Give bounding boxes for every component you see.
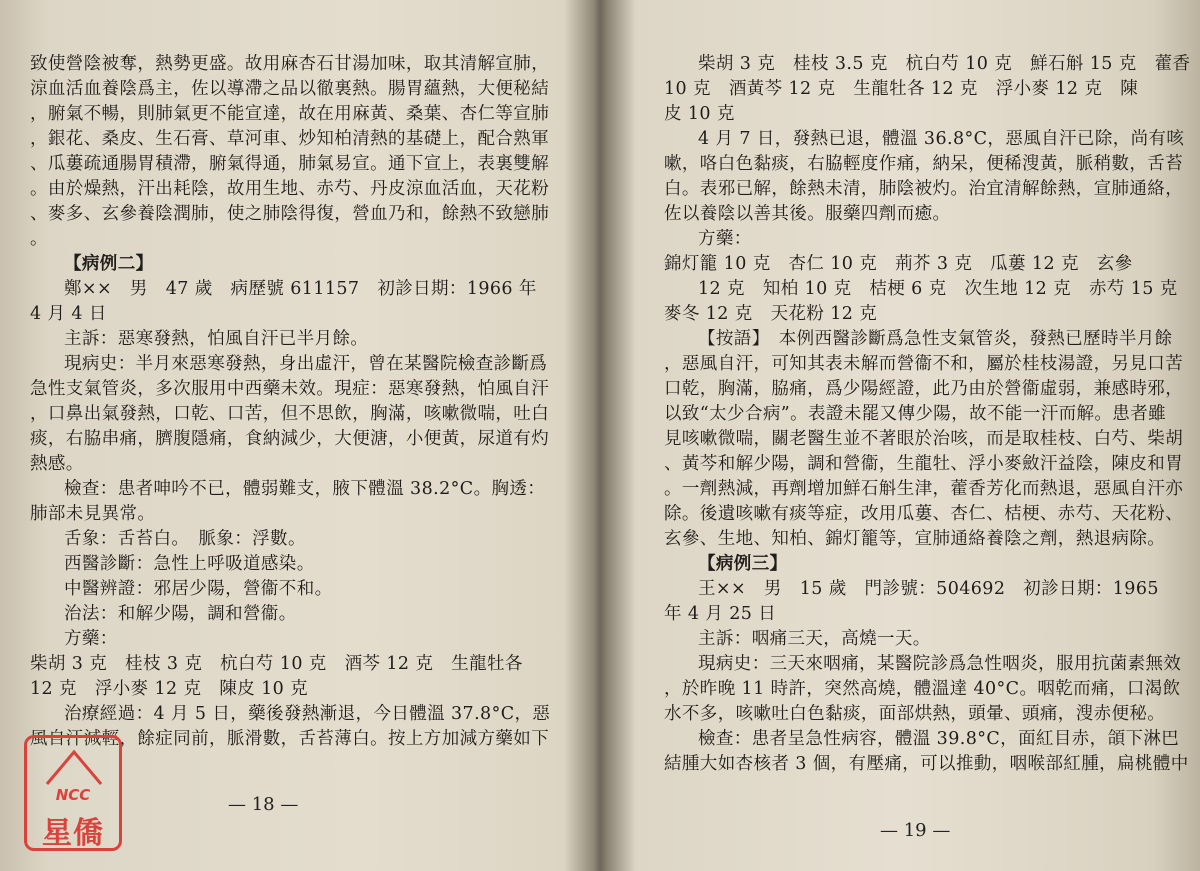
text-line: 鄭×× 男 47 歲 病歷號 611157 初診日期：1966 年 [64,279,537,299]
text-line: 佐以養陰以善其後。服藥四劑而癒。 [664,204,951,224]
page-number-right: — 19 — [880,820,951,841]
text-line: 肺部未見異常。 [30,504,156,524]
text-line: 現病史：三天來咽痛，某醫院診爲急性咽炎，服用抗菌素無效 [698,654,1182,674]
text-line: ，腑氣不暢，則肺氣更不能宣達，故在用麻黃、桑葉、杏仁等宣肺 [30,104,550,124]
text-line: 風自汗減輕，餘症同前，脈滑數，舌苔薄白。按上方加減方藥如下 [30,729,550,749]
text-line: 、麥多、玄參養陰潤肺，使之肺陰得復，營血乃和，餘熱不致戀肺 [30,204,550,224]
text-line: 舌象：舌苔白。 脈象：浮數。 [64,529,306,549]
text-line: 除。後遺咳嗽有痰等症，改用瓜蔞、杏仁、桔梗、赤芍、天花粉、 [664,504,1184,524]
text-line: 涼血活血養陰爲主，佐以導滯之品以徹裏熱。腸胃蘊熱，大便秘結 [30,79,550,99]
commentary-line: 【按語】 本例西醫診斷爲急性支氣管炎，發熱已歷時半月餘 [698,329,1173,349]
text-line: 急性支氣管炎，多次服用中西藥未效。現症：惡寒發熱，怕風自汗 [30,379,550,399]
left-page [30,52,551,752]
text-line: 年 4 月 25 日 [664,604,777,624]
text-line: 檢查：患者呻吟不已，體弱難支，腋下體溫 38.2°C。胸透： [64,479,546,499]
ncc-stamp-logo [24,735,122,851]
right-page [664,52,1191,777]
text-line: 方藥： [698,229,752,249]
text-line: 王×× 男 15 歲 門診號：504692 初診日期：1965 [698,579,1159,599]
text-line: 以致“太少合病”。表證未罷又傳少陽，故不能一汗而解。患者雖 [664,404,1166,424]
text-line: 皮 10 克 [664,104,735,124]
text-line: 見咳嗽微喘，關老醫生並不著眼於治咳，而是取桂枝、白芍、柴胡 [664,429,1184,449]
text-line: 麥冬 12 克 天花粉 12 克 [664,304,878,324]
text-line: 。由於燥熱，汗出耗陰，故用生地、赤芍、丹皮涼血活血，天花粉 [30,179,550,199]
text-line: ，銀花、桑皮、生石膏、草河車、炒知柏清熱的基礎上，配合熟軍 [30,129,550,149]
text-line: 。 [30,229,48,249]
text-line: ，惡風自汗，可知其表未解而營衞不和，屬於桂枝湯證，另見口苦 [664,354,1184,374]
text-line: 柴胡 3 克 桂枝 3 克 杭白芍 10 克 酒芩 12 克 生龍牡各 [30,654,523,674]
triangle-logo-icon [41,748,107,788]
text-line: 現病史：半月來惡寒發熱，身出虛汗，曾在某醫院檢查診斷爲 [64,354,548,374]
text-line: 、瓜蔞疏通腸胃積滯，腑氣得通，肺氣易宣。通下宣上，表裏雙解 [30,154,550,174]
text-line: 白。表邪已解，餘熱未清，肺陰被灼。治宜清解餘熱，宣肺通絡， [664,179,1184,199]
text-line: 方藥： [64,629,118,649]
case-heading: 【病例二】 [64,254,154,274]
text-line: ，口鼻出氣發熱，口乾、口苦，但不思飲，胸滿，咳嗽微喘，吐白 [30,404,550,424]
text-line: 熱感。 [30,454,84,474]
stamp-bottom-text: 星僑 [42,816,104,851]
text-line: 結腫大如杏核者 3 個，有壓痛，可以推動，咽喉部紅腫，扁桃體中 [664,754,1189,774]
text-line: 柴胡 3 克 桂枝 3.5 克 杭白芍 10 克 鮮石斛 15 克 藿香 [698,54,1191,74]
text-line: ，於昨晚 11 時許，突然高燒，體溫達 40°C。咽乾而痛，口渴飲 [664,679,1181,699]
stamp-top-text: NCC [55,786,91,804]
text-line: 口乾，胸滿，脇痛，爲少陽經證，此乃由於營衞虛弱，兼感時邪， [664,379,1184,399]
text-line: 檢查：患者呈急性病容，體溫 39.8°C，面紅目赤，頜下淋巴 [698,729,1180,749]
text-line: 西醫診斷：急性上呼吸道感染。 [64,554,315,574]
text-line: 治法：和解少陽，調和營衞。 [64,604,297,624]
text-line: 4 月 4 日 [30,304,107,324]
text-line: 致使營陰被奪，熱勢更盛。故用麻杏石甘湯加味，取其清解宣肺， [30,54,550,74]
text-line: 錦灯籠 10 克 杏仁 10 克 荊芥 3 克 瓜蔞 12 克 玄參 [664,254,1133,274]
text-line: 中醫辨證：邪居少陽，營衞不和。 [64,579,333,599]
text-line: 、黃芩和解少陽，調和營衞，生龍牡、浮小麥斂汗益陰，陳皮和胃 [664,454,1184,474]
text-line: 痰，右脇串痛，臍腹隱痛，食納減少，大便溏，小便黃，尿道有灼 [30,429,550,449]
text-line: 12 克 浮小麥 12 克 陳皮 10 克 [30,679,309,699]
text-line: 4 月 7 日，發熱已退，體溫 36.8°C，惡風自汗已除，尚有咳 [698,129,1185,149]
text-line: 嗽，咯白色黏痰，右脇輕度作痛，納呆，便稀溲黃，脈稍數，舌苔 [664,154,1184,174]
case-heading: 【病例三】 [698,554,788,574]
text-line: 治療經過：4 月 5 日，藥後發熱漸退，今日體溫 37.8°C，惡 [64,704,551,724]
text-line: 10 克 酒黃芩 12 克 生龍牡各 12 克 浮小麥 12 克 陳 [664,79,1139,99]
text-line: 12 克 知柏 10 克 桔梗 6 克 次生地 12 克 赤芍 15 克 [698,279,1178,299]
text-line: 主訴：咽痛三天，高燒一天。 [698,629,931,649]
page-number-left: — 18 — [228,794,299,815]
text-line: 主訴：惡寒發熱，怕風自汗已半月餘。 [64,329,369,349]
text-line: 玄參、生地、知柏、錦灯籠等，宣肺通絡養陰之劑，熱退病除。 [664,529,1166,549]
text-line: 。一劑熱減，再劑增加鮮石斛生津，藿香芳化而熱退，惡風自汗亦 [664,479,1184,499]
text-line: 水不多，咳嗽吐白色黏痰，面部烘熱，頭暈、頭痛，溲赤便秘。 [664,704,1166,724]
